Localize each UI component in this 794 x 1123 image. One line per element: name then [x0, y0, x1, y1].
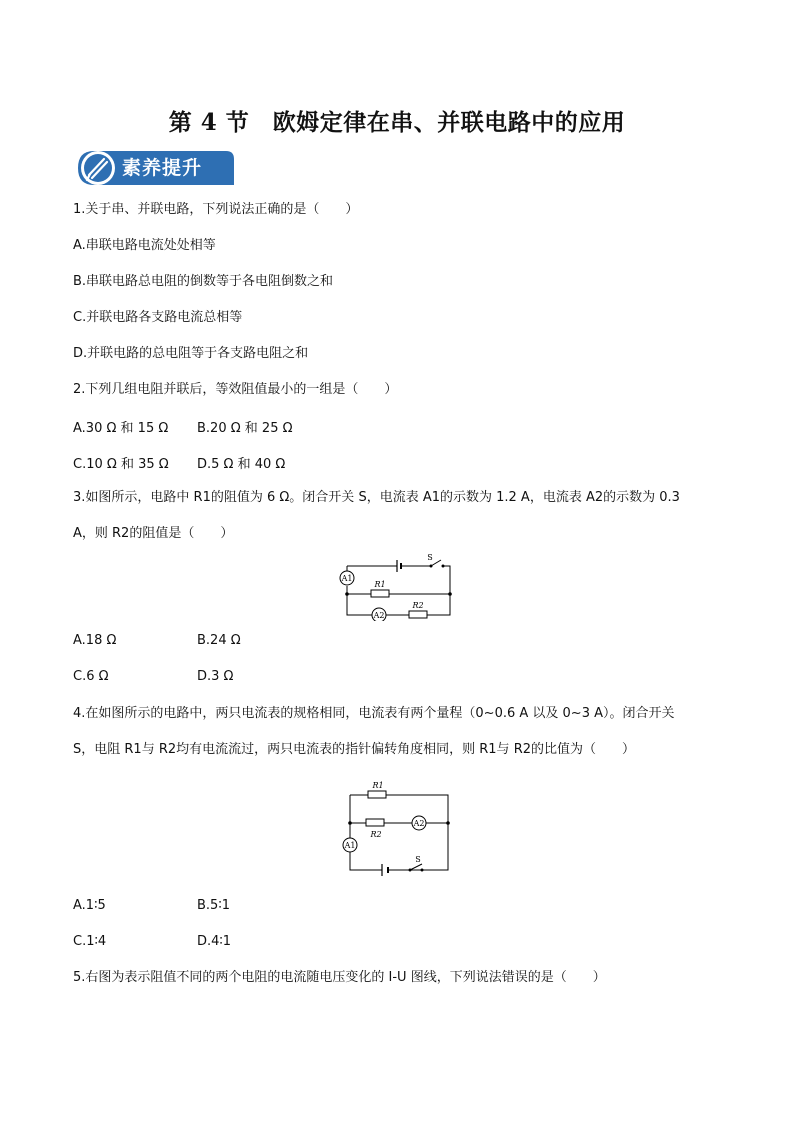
question-4-option-c: C.1∶4	[73, 934, 107, 949]
question-1-stem: 1.关于串、并联电路，下列说法正确的是（ ）	[73, 202, 359, 217]
question-1-option-a: A.串联电路电流处处相等	[73, 238, 216, 253]
circuit-diagram-q4	[338, 778, 458, 878]
question-3-stem-line2: A，则 R2的阻值是（ ）	[73, 526, 234, 541]
question-1-option-d: D.并联电路的总电阻等于各支路电阻之和	[73, 346, 309, 361]
question-2-option-b: B.20 Ω 和 25 Ω	[197, 421, 293, 436]
page-title: 第 4 节 欧姆定律在串、并联电路中的应用	[168, 109, 626, 136]
circuit-label-switch: S	[427, 553, 433, 562]
circuit-label-a1: A1	[341, 574, 353, 583]
circuit-label-r2: R2	[370, 830, 382, 839]
circuit-label-r1: R1	[374, 580, 386, 589]
circuit-label-a2: A2	[373, 611, 385, 620]
question-4-option-a: A.1∶5	[73, 898, 106, 913]
circuit-label-switch: S	[415, 855, 421, 864]
circuit-label-a2: A2	[413, 819, 425, 828]
question-2-option-a: A.30 Ω 和 15 Ω	[73, 421, 169, 436]
question-1-option-b: B.串联电路总电阻的倒数等于各电阻倒数之和	[73, 274, 334, 289]
question-2-option-d: D.5 Ω 和 40 Ω	[197, 457, 286, 472]
question-3-option-b: B.24 Ω	[197, 633, 241, 648]
question-4-option-d: D.4∶1	[197, 934, 232, 949]
question-5-stem: 5.右图为表示阻值不同的两个电阻的电流随电压变化的 I-U 图线，下列说法错误的是（ ）	[73, 970, 606, 985]
circuit-label-r2: R2	[412, 601, 424, 610]
question-2-option-c: C.10 Ω 和 35 Ω	[73, 457, 169, 472]
question-1-option-c: C.并联电路各支路电流总相等	[73, 310, 243, 325]
circuit-diagram-q3	[335, 553, 455, 621]
question-3-stem-line1: 3.如图所示，电路中 R1的阻值为 6 Ω。闭合开关 S，电流表 A1的示数为 1.2 A，电流表 A2的示数为 0.3	[73, 490, 680, 505]
question-4-option-b: B.5∶1	[197, 898, 230, 913]
section-banner-label: 素养提升	[122, 157, 203, 179]
question-4-stem-line1: 4.在如图所示的电路中，两只电流表的规格相同，电流表有两个量程（0~0.6 A 以及 0~3 A）。闭合开关	[73, 706, 675, 721]
question-2-stem: 2.下列几组电阻并联后，等效阻值最小的一组是（ ）	[73, 382, 398, 397]
question-3-option-a: A.18 Ω	[73, 633, 117, 648]
question-3-option-d: D.3 Ω	[197, 669, 234, 684]
question-3-option-c: C.6 Ω	[73, 669, 109, 684]
circuit-label-a1: A1	[344, 841, 356, 850]
question-4-stem-line2: S，电阻 R1与 R2均有电流流过，两只电流表的指针偏转角度相同，则 R1与 R2的比值为（ ）	[73, 742, 635, 757]
circuit-label-r1: R1	[372, 781, 384, 790]
